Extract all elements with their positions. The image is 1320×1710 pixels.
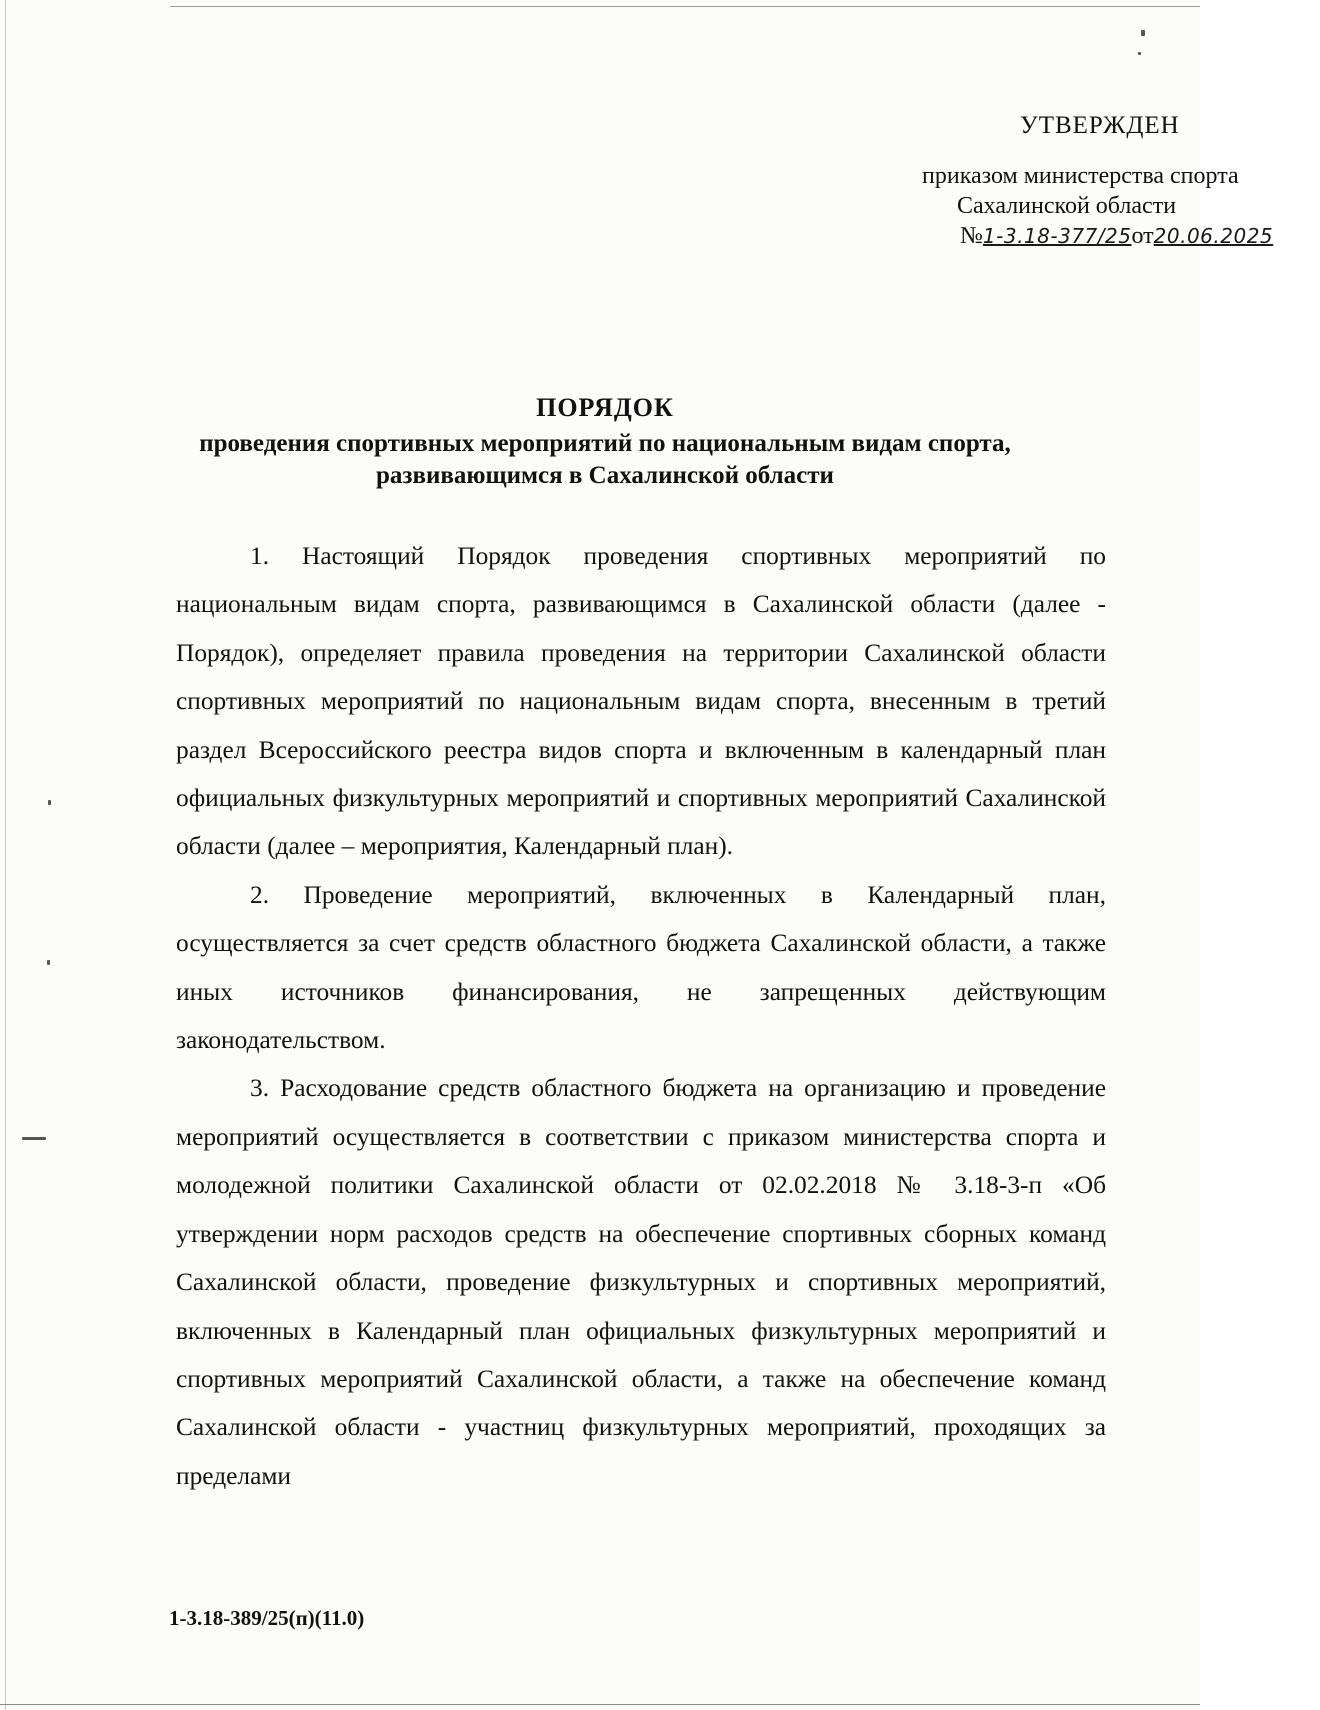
date-prefix: от — [1131, 223, 1154, 249]
handwritten-order-number: 1-3.18-377/25 — [982, 224, 1132, 248]
handwritten-order-date: 20.06.2025 — [1153, 224, 1274, 248]
document-body — [176, 532, 1106, 1500]
document-heading — [150, 392, 1060, 492]
approval-number-date-line — [960, 220, 1273, 252]
document-title: ПОРЯДОК — [536, 393, 674, 422]
scan-speck — [22, 1137, 46, 1140]
document-subtitle-line-1: проведения спортивных мероприятий по национальным видам спорта, — [199, 430, 1011, 457]
scan-speck — [1138, 52, 1141, 55]
number-sign: № — [960, 223, 983, 249]
paragraph-1: 1. Настоящий Порядок проведения спортивных мероприятий по национальным видам спорта, развивающимся в Сахалинской области (далее - Порядок), определяет правила проведения на территории Сахалинской области спортивных мероприятий по национальным видам спорта, внесенным в третий раздел Всероссийского реестра видов спорта и включенным в календарный план официальных физкультурных мероприятий и спортивных мероприятий Сахалинской области (далее – мероприятия, Календарный план). — [176, 542, 1106, 861]
scan-edge-left — [5, 0, 6, 1710]
scan-speck — [48, 800, 51, 805]
approval-region-line: Сахалинской области — [957, 193, 1177, 219]
document-registration-code: 1-3.18-389/25(п)(11.0) — [169, 1606, 365, 1630]
paragraph-3: 3. Расходование средств областного бюджета на организацию и проведение мероприятий осуществляется в соответствии с приказом министерства спорта и молодежной политики Сахалинской области от 02.02.2018 № 3.18-3-п «Об утверждении норм расходов средств на обеспечение спортивных сборных команд Сахалинской области, проведение физкультурных и спортивных мероприятий, включенных в Календарный план официальных физкультурных мероприятий и спортивных мероприятий Сахалинской области, а также на обеспечение команд Сахалинской области - участниц физкультурных мероприятий, проходящих за пределами — [176, 1074, 1106, 1490]
approval-title: УТВЕРЖДЕН — [1020, 112, 1180, 139]
approval-order-line: приказом министерства спорта — [922, 163, 1239, 189]
paragraph-2: 2. Проведение мероприятий, включенных в Календарный план, осуществляется за счет средств областного бюджета Сахалинской области, а также иных источников финансирования, не запрещенных действующим законодательством. — [176, 880, 1106, 1055]
document-subtitle-line-2: развивающимся в Сахалинской области — [376, 462, 834, 489]
scan-speck — [47, 960, 50, 965]
scan-speck — [1141, 30, 1145, 36]
scan-edge-bottom — [0, 1704, 1200, 1705]
scan-edge-top — [170, 6, 1200, 7]
